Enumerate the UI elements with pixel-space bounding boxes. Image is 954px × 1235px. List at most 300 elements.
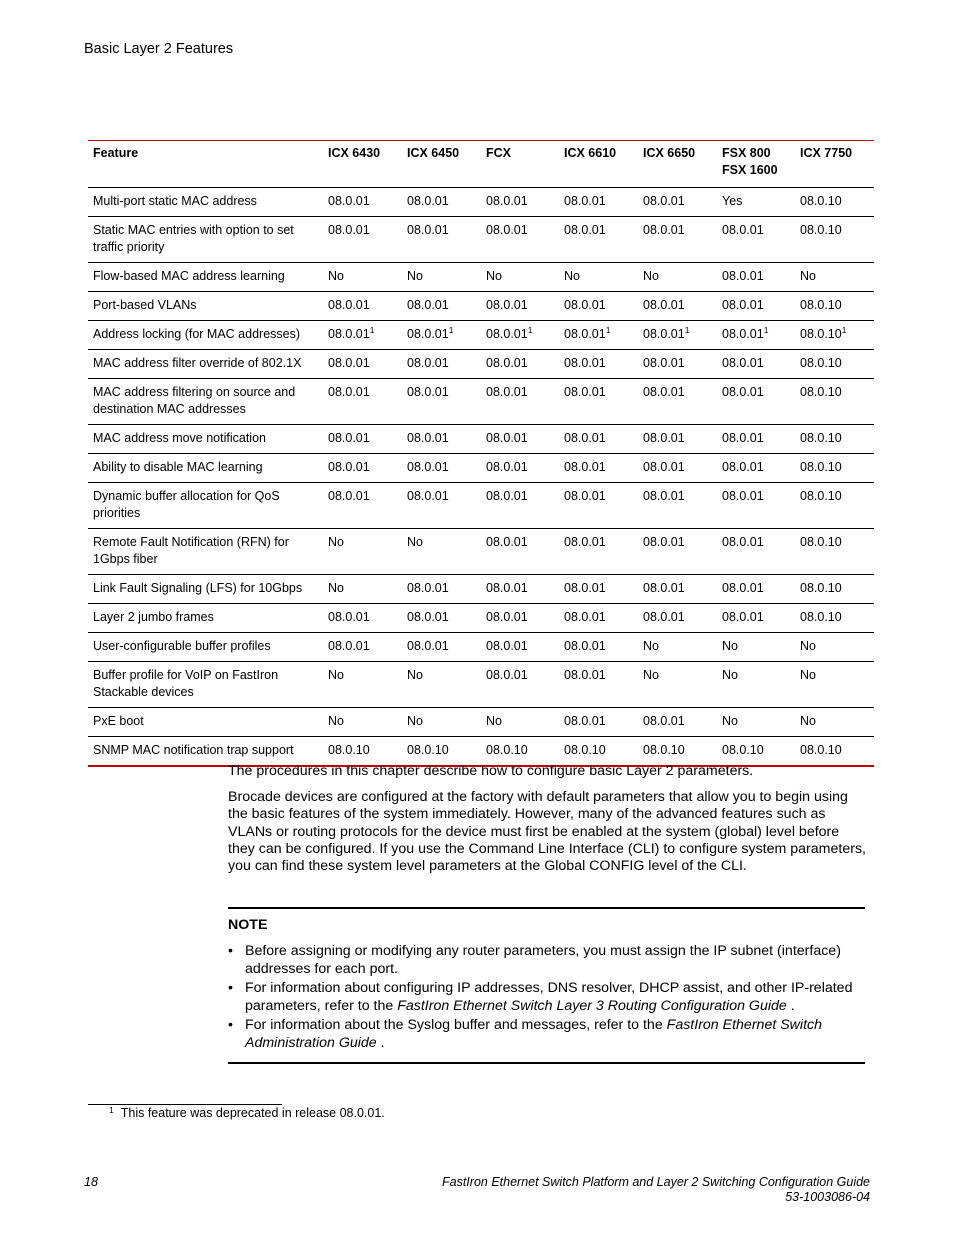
cell-text: 08.0.01 (564, 356, 606, 370)
cell-text: MAC address filtering on source and destination MAC addresses (93, 385, 296, 416)
release-cell (323, 662, 402, 708)
cell-text: 08.0.01 (407, 610, 449, 624)
footnote-ref: 1 (605, 325, 611, 335)
cell-text: Link Fault Signaling (LFS) for 10Gbps (93, 581, 303, 595)
table-row (88, 483, 874, 529)
release-cell (481, 483, 559, 529)
note-heading: NOTE (228, 917, 268, 933)
cell-text: No (564, 269, 580, 283)
release-cell (717, 425, 795, 454)
cell-text: 08.0.01 (722, 431, 764, 445)
release-cell (717, 217, 795, 263)
cell-text: No (407, 535, 423, 549)
release-cell (481, 263, 559, 292)
release-cell (795, 604, 874, 633)
release-cell (638, 575, 717, 604)
footnote-ref: 1 (763, 325, 769, 335)
release-cell (638, 529, 717, 575)
cell-text: 08.0.01 (328, 356, 370, 370)
cell-text: 08.0.01 (407, 327, 449, 341)
cell-text: 08.0.01 (328, 460, 370, 474)
cell-text: 08.0.10 (800, 194, 842, 208)
cell-text: 08.0.01 (486, 223, 528, 237)
cell-text: 08.0.01 (407, 385, 449, 399)
release-cell (402, 454, 481, 483)
cell-text: 08.0.01 (643, 194, 685, 208)
cell-text: 08.0.01 (643, 460, 685, 474)
release-cell (402, 188, 481, 217)
release-cell (717, 633, 795, 662)
cell-text: 08.0.10 (800, 431, 842, 445)
release-cell (717, 604, 795, 633)
note-text: Before assigning or modifying any router parameters, you must assign the IP subnet (interface) addresses for each port. (245, 943, 841, 977)
cell-text: 08.0.01 (564, 581, 606, 595)
release-cell (323, 217, 402, 263)
cell-text: 08.0.10 (328, 743, 370, 757)
cell-text: Remote Fault Notification (RFN) for 1Gbps fiber (93, 535, 289, 566)
feature-name-cell (88, 263, 323, 292)
release-cell (795, 529, 874, 575)
release-cell (638, 604, 717, 633)
table-row (88, 575, 874, 604)
release-cell (481, 604, 559, 633)
cell-text: No (800, 639, 816, 653)
cell-text: 08.0.01 (564, 639, 606, 653)
release-cell (717, 737, 795, 767)
release-cell (402, 633, 481, 662)
cell-text: No (407, 668, 423, 682)
cell-text: No (722, 639, 738, 653)
release-cell (795, 321, 874, 350)
feature-name-cell (88, 604, 323, 633)
release-cell (559, 321, 638, 350)
cell-text: 08.0.01 (407, 639, 449, 653)
feature-name-cell (88, 321, 323, 350)
cell-text: No (407, 269, 423, 283)
release-cell (402, 321, 481, 350)
cell-text: 08.0.01 (486, 610, 528, 624)
note-text: For information about the Syslog buffer and messages, refer to the (245, 1017, 667, 1033)
cell-text: 08.0.01 (407, 356, 449, 370)
cell-text: 08.0.01 (486, 489, 528, 503)
cell-text: Address locking (for MAC addresses) (93, 327, 301, 341)
cell-text: Dynamic buffer allocation for QoS priorities (93, 489, 280, 520)
table-row (88, 633, 874, 662)
table-body (88, 188, 874, 767)
release-cell (323, 529, 402, 575)
release-cell (638, 483, 717, 529)
table-row (88, 737, 874, 767)
cell-text: No (328, 535, 344, 549)
release-cell (481, 662, 559, 708)
release-cell (795, 350, 874, 379)
note-box (228, 907, 865, 1064)
cell-text: Buffer profile for VoIP on FastIron Stackable devices (93, 668, 279, 699)
release-cell (481, 454, 559, 483)
bullet-icon: • (228, 980, 233, 996)
cell-text: 08.0.01 (486, 327, 528, 341)
cell-text: 08.0.01 (328, 639, 370, 653)
release-cell (717, 321, 795, 350)
footnote-ref: 1 (527, 325, 533, 335)
release-cell (481, 575, 559, 604)
release-cell (559, 454, 638, 483)
release-cell (638, 263, 717, 292)
cell-text: 08.0.01 (486, 460, 528, 474)
feature-support-table (88, 140, 874, 767)
feature-name-cell (88, 708, 323, 737)
cell-text: 08.0.01 (407, 223, 449, 237)
release-cell (717, 708, 795, 737)
release-cell (323, 737, 402, 767)
cell-text: 08.0.10 (800, 743, 842, 757)
cell-text: 08.0.10 (407, 743, 449, 757)
cell-text: No (328, 668, 344, 682)
release-cell (638, 737, 717, 767)
feature-name-cell (88, 529, 323, 575)
release-cell (402, 575, 481, 604)
table-header-row (88, 141, 874, 188)
feature-name-cell (88, 379, 323, 425)
footnote-ref: 1 (841, 325, 847, 335)
release-cell (559, 292, 638, 321)
feature-name-cell (88, 350, 323, 379)
note-text-end: . (376, 1034, 385, 1051)
column-header: ICX 6430 (323, 141, 402, 188)
release-cell (402, 292, 481, 321)
release-cell (717, 483, 795, 529)
release-cell (559, 263, 638, 292)
release-cell (795, 454, 874, 483)
cell-text: 08.0.01 (643, 223, 685, 237)
release-cell (559, 188, 638, 217)
release-cell (559, 483, 638, 529)
release-cell (559, 529, 638, 575)
table-row (88, 529, 874, 575)
cell-text: 08.0.01 (564, 535, 606, 549)
cell-text: 08.0.01 (486, 385, 528, 399)
release-cell (559, 633, 638, 662)
guide-title: FastIron Ethernet Switch Layer 3 Routing Configuration Guide (397, 997, 787, 1014)
table-row (88, 425, 874, 454)
release-cell (559, 350, 638, 379)
feature-name-cell (88, 483, 323, 529)
release-cell (402, 379, 481, 425)
table-row (88, 350, 874, 379)
cell-text: 08.0.01 (643, 431, 685, 445)
release-cell (323, 708, 402, 737)
cell-text: 08.0.10 (800, 223, 842, 237)
column-header: ICX 6610 (559, 141, 638, 188)
release-cell (481, 529, 559, 575)
cell-text: 08.0.10 (800, 489, 842, 503)
cell-text: No (643, 639, 659, 653)
cell-text: 08.0.10 (800, 298, 842, 312)
footnote-ref: 1 (448, 325, 454, 335)
release-cell (481, 292, 559, 321)
release-cell (638, 350, 717, 379)
release-cell (795, 483, 874, 529)
cell-text: No (643, 668, 659, 682)
cell-text: 08.0.10 (800, 385, 842, 399)
release-cell (402, 217, 481, 263)
release-cell (795, 379, 874, 425)
release-cell (795, 737, 874, 767)
cell-text: 08.0.01 (328, 385, 370, 399)
release-cell (717, 662, 795, 708)
guide-title: FastIron Ethernet Switch Administration Guide (245, 1017, 822, 1051)
release-cell (795, 425, 874, 454)
feature-name-cell (88, 575, 323, 604)
release-cell (323, 321, 402, 350)
bullet-icon: • (228, 943, 233, 959)
cell-text: 08.0.10 (800, 581, 842, 595)
cell-text: Flow-based MAC address learning (93, 269, 285, 283)
cell-text: 08.0.01 (722, 356, 764, 370)
footnote-divider (88, 1104, 282, 1105)
page-number: 18 (84, 1175, 98, 1189)
release-cell (795, 708, 874, 737)
feature-name-cell (88, 292, 323, 321)
cell-text: 08.0.10 (800, 356, 842, 370)
column-header: ICX 6450 (402, 141, 481, 188)
release-cell (795, 263, 874, 292)
release-cell (323, 454, 402, 483)
cell-text: 08.0.01 (564, 610, 606, 624)
release-cell (323, 604, 402, 633)
release-cell (717, 379, 795, 425)
cell-text: 08.0.01 (486, 639, 528, 653)
release-cell (481, 633, 559, 662)
release-cell (795, 292, 874, 321)
footnote-mark: 1 (109, 1105, 114, 1115)
cell-text: 08.0.01 (407, 460, 449, 474)
release-cell (323, 292, 402, 321)
cell-text: No (328, 714, 344, 728)
cell-text: 08.0.01 (328, 610, 370, 624)
note-text-end: . (786, 997, 795, 1014)
cell-text: 08.0.10 (800, 460, 842, 474)
cell-text: 08.0.01 (486, 298, 528, 312)
release-cell (638, 633, 717, 662)
release-cell (638, 662, 717, 708)
release-cell (559, 662, 638, 708)
cell-text: 08.0.01 (564, 385, 606, 399)
note-item (228, 980, 865, 1015)
release-cell (795, 188, 874, 217)
release-cell (717, 575, 795, 604)
cell-text: 08.0.01 (722, 269, 764, 283)
cell-text: 08.0.01 (643, 298, 685, 312)
release-cell (559, 379, 638, 425)
table-row (88, 379, 874, 425)
cell-text: No (722, 714, 738, 728)
cell-text: 08.0.01 (643, 489, 685, 503)
cell-text: No (800, 714, 816, 728)
cell-text: 08.0.01 (722, 460, 764, 474)
cell-text: 08.0.01 (643, 610, 685, 624)
cell-text: 08.0.01 (328, 194, 370, 208)
cell-text: 08.0.01 (722, 535, 764, 549)
cell-text: 08.0.01 (564, 298, 606, 312)
release-cell (481, 737, 559, 767)
cell-text: 08.0.01 (643, 356, 685, 370)
release-cell (795, 633, 874, 662)
cell-text: 08.0.01 (643, 581, 685, 595)
cell-text: Yes (722, 194, 743, 208)
column-header: ICX 7750 (795, 141, 874, 188)
release-cell (481, 350, 559, 379)
release-cell (481, 708, 559, 737)
cell-text: 08.0.01 (328, 489, 370, 503)
release-cell (559, 575, 638, 604)
release-cell (638, 379, 717, 425)
intro-paragraph: The procedures in this chapter describe how to configure basic Layer 2 parameters. (228, 763, 754, 779)
table-row (88, 217, 874, 263)
release-cell (717, 292, 795, 321)
release-cell (402, 604, 481, 633)
release-cell (402, 708, 481, 737)
release-cell (481, 321, 559, 350)
cell-text: 08.0.01 (722, 489, 764, 503)
cell-text: Static MAC entries with option to set traffic priority (93, 223, 294, 254)
cell-text: 08.0.01 (328, 223, 370, 237)
cell-text: No (407, 714, 423, 728)
release-cell (638, 292, 717, 321)
cell-text: 08.0.01 (564, 460, 606, 474)
cell-text: 08.0.01 (722, 385, 764, 399)
cell-text: 08.0.01 (407, 489, 449, 503)
footer-doc-title: FastIron Ethernet Switch Platform and Layer 2 Switching Configuration Guide (442, 1175, 870, 1189)
cell-text: Multi-port static MAC address (93, 194, 257, 208)
release-cell (481, 217, 559, 263)
note-text: For information about configuring IP addresses, DNS resolver, DHCP assist, and other IP-related parameters, refer to the (245, 980, 853, 1014)
cell-text: 08.0.10 (722, 743, 764, 757)
feature-name-cell (88, 425, 323, 454)
feature-name-cell (88, 217, 323, 263)
release-cell (559, 737, 638, 767)
running-header: Basic Layer 2 Features (84, 41, 234, 57)
cell-text: No (800, 668, 816, 682)
release-cell (323, 379, 402, 425)
cell-text: 08.0.01 (564, 668, 606, 682)
cell-text: No (800, 269, 816, 283)
release-cell (638, 188, 717, 217)
cell-text: 08.0.01 (486, 581, 528, 595)
table-row (88, 662, 874, 708)
release-cell (717, 529, 795, 575)
footer-doc-info (442, 1175, 870, 1205)
release-cell (638, 708, 717, 737)
cell-text: Layer 2 jumbo frames (93, 610, 214, 624)
cell-text: 08.0.10 (800, 610, 842, 624)
cell-text: 08.0.01 (643, 327, 685, 341)
release-cell (481, 425, 559, 454)
release-cell (323, 633, 402, 662)
bullet-icon: • (228, 1017, 233, 1033)
release-cell (323, 188, 402, 217)
note-item (228, 943, 865, 978)
feature-name-cell (88, 188, 323, 217)
note-item (228, 1017, 865, 1052)
release-cell (323, 575, 402, 604)
cell-text: 08.0.01 (643, 385, 685, 399)
footnote-ref: 1 (684, 325, 690, 335)
cell-text: 08.0.01 (564, 223, 606, 237)
release-cell (559, 217, 638, 263)
release-cell (481, 188, 559, 217)
release-cell (559, 708, 638, 737)
cell-text: 08.0.01 (564, 489, 606, 503)
cell-text: 08.0.01 (328, 431, 370, 445)
release-cell (638, 217, 717, 263)
cell-text: PxE boot (93, 714, 144, 728)
release-cell (795, 217, 874, 263)
release-cell (402, 483, 481, 529)
table-row (88, 263, 874, 292)
cell-text: 08.0.01 (564, 194, 606, 208)
table-row (88, 321, 874, 350)
release-cell (402, 662, 481, 708)
feature-name-cell (88, 737, 323, 767)
table-row (88, 454, 874, 483)
release-cell (402, 737, 481, 767)
footnote-text: This feature was deprecated in release 08.0.01. (120, 1106, 385, 1120)
cell-text: 08.0.10 (486, 743, 528, 757)
release-cell (481, 379, 559, 425)
cell-text: 08.0.01 (722, 327, 764, 341)
cell-text: 08.0.01 (486, 431, 528, 445)
cell-text: MAC address move notification (93, 431, 266, 445)
release-cell (638, 454, 717, 483)
cell-text: 08.0.01 (407, 298, 449, 312)
cell-text: No (722, 668, 738, 682)
cell-text: 08.0.01 (486, 194, 528, 208)
cell-text: 08.0.01 (722, 581, 764, 595)
cell-text: 08.0.01 (407, 431, 449, 445)
cell-text: 08.0.01 (486, 535, 528, 549)
cell-text: 08.0.01 (407, 581, 449, 595)
cell-text: 08.0.01 (486, 356, 528, 370)
table-row (88, 604, 874, 633)
cell-text: 08.0.01 (722, 298, 764, 312)
cell-text: 08.0.01 (643, 714, 685, 728)
cell-text: 08.0.01 (328, 298, 370, 312)
cell-text: 08.0.01 (722, 223, 764, 237)
cell-text: SNMP MAC notification trap support (93, 743, 294, 757)
cell-text: Ability to disable MAC learning (93, 460, 263, 474)
footer-doc-number: 53-1003086-04 (785, 1190, 870, 1204)
note-list (228, 943, 865, 1054)
table-row (88, 708, 874, 737)
release-cell (717, 454, 795, 483)
cell-text: 08.0.10 (800, 327, 842, 341)
column-header: FSX 800 FSX 1600 (717, 141, 795, 188)
cell-text: 08.0.01 (564, 327, 606, 341)
release-cell (402, 350, 481, 379)
release-cell (559, 425, 638, 454)
table-row (88, 292, 874, 321)
cell-text: Port-based VLANs (93, 298, 197, 312)
cell-text: 08.0.10 (643, 743, 685, 757)
release-cell (402, 529, 481, 575)
column-header: Feature (88, 141, 323, 188)
cell-text: 08.0.01 (643, 535, 685, 549)
cell-text: 08.0.01 (722, 610, 764, 624)
cell-text: User-configurable buffer profiles (93, 639, 271, 653)
cell-text: 08.0.10 (564, 743, 606, 757)
column-header: ICX 6650 (638, 141, 717, 188)
